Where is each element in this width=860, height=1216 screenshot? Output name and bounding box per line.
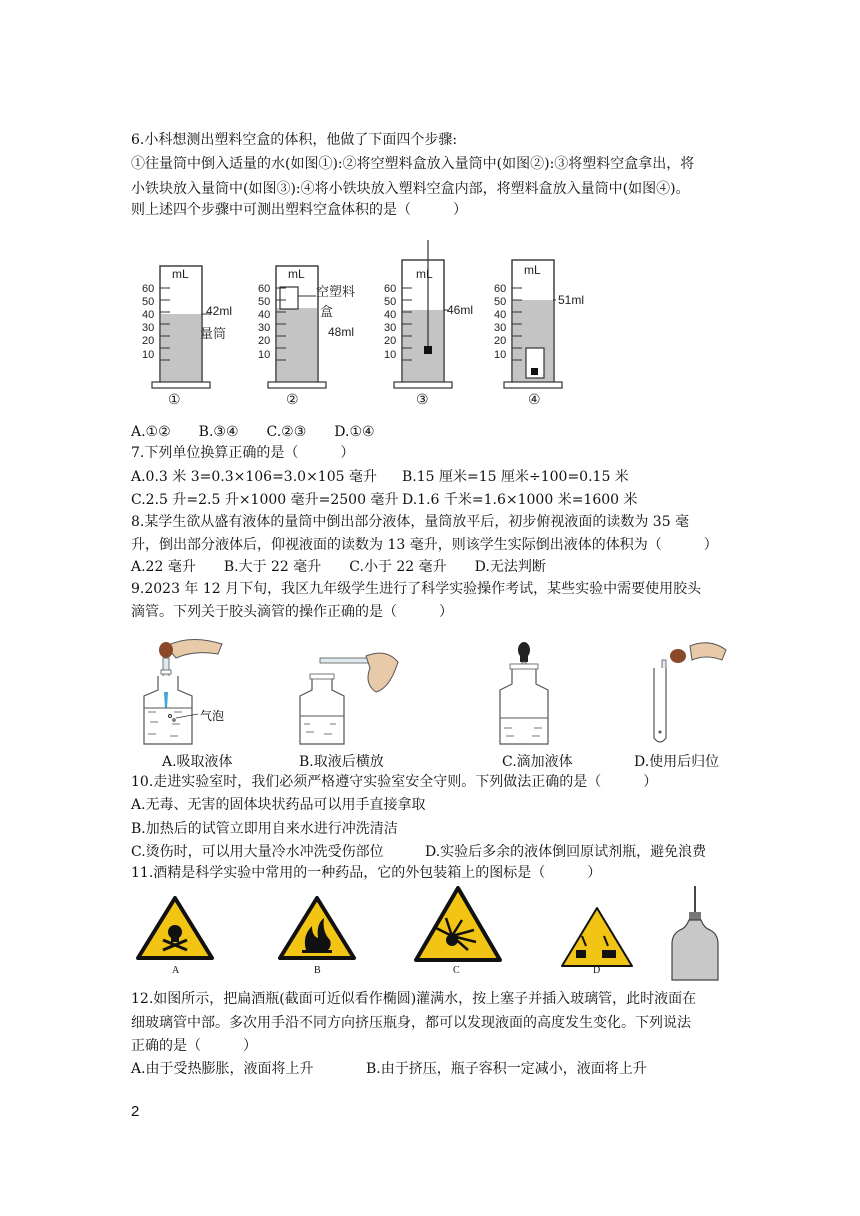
cyl4-tick-40: 40 [494,309,507,321]
corrosive-hazard-icon [562,908,632,966]
cyl2-tick-20: 20 [258,335,271,347]
cyl3-unit: mL [416,267,433,281]
explosive-hazard-icon [416,888,500,960]
cyl3-tick-50: 50 [384,296,397,308]
q12-line-2: 细玻璃管中部。多次用手沿不同方向挤压瓶身，都可以发现液面的高度发生变化。下列说法 [131,1015,691,1031]
q12-line-1: 12.如图所示，把扁酒瓶(截面可近似看作椭圆)灌满水，按上塞子并插入玻璃管，此时液面在 [131,991,697,1007]
cyl2-tick-30: 30 [258,322,271,334]
cyl1-tick-40: 40 [142,309,155,321]
cyl4-tick-20: 20 [494,335,507,347]
cyl2-reading: 48ml [328,325,355,339]
cyl4-tick-50: 50 [494,296,507,308]
cyl2-number: ② [286,391,299,407]
cyl2-tick-50: 50 [258,296,271,308]
cyl1-tick-50: 50 [142,296,155,308]
q12-option-a: A.由于受热膨胀，液面将上升 [131,1061,314,1077]
page-number: 2 [131,1103,140,1120]
cyl3-tick-60: 60 [384,283,397,295]
toxic-hazard-icon [138,898,212,958]
dropper-figure-a [144,639,224,744]
q7-option-c: C.2.5 升=2.5 升×1000 毫升=2500 毫升 [131,492,399,508]
hazard-symbols-figure [130,884,730,984]
q12-option-b: B.由于挤压，瓶子容积一定减小，液面将上升 [366,1061,647,1077]
q10-option-d: D.实验后多余的液体倒回原试剂瓶，避免浪费 [425,844,707,860]
cyl3-reading: 46ml [447,303,474,317]
cyl3-number: ③ [416,391,429,407]
hazard-label-a: A [172,965,180,976]
dropper-caption-c: C.滴加液体 [502,754,573,770]
cyl1-tick-60: 60 [142,283,155,295]
cyl1-reading: 42ml [206,304,233,318]
q8-line-1: 8.某学生欲从盛有液体的量筒中倒出部分液体，量筒放平后，初步俯视液面的读数为 35 毫 [131,514,690,530]
hazard-label-c: C [453,965,460,976]
flammable-hazard-icon [280,898,354,958]
cyl1-unit: mL [172,267,189,281]
q10-option-a: A.无毒、无害的固体块状药品可以用手直接拿取 [131,797,426,813]
bubble-label: 气泡 [200,709,225,723]
dropper-caption-d: D.使用后归位 [634,754,720,770]
q6-options: A.①② B.③④ C.②③ D.①④ [131,424,375,440]
q6-line-4: 则上述四个步骤中可测出塑料空盒体积的是（ ） [131,202,467,218]
cyl3-tick-20: 20 [384,335,397,347]
q11-stem: 11.酒精是科学实验中常用的一种药品，它的外包装箱上的图标是（ ） [131,865,602,881]
dropper-figure-c [500,642,548,744]
q8-options: A.22 毫升 B.大于 22 毫升 C.小于 22 毫升 D.无法判断 [131,559,546,575]
hazard-label-b: B [314,965,321,976]
q7-option-d: D.1.6 千米=1.6×1000 米=1600 米 [402,492,638,508]
q7-option-a: A.0.3 米 3=0.3×106=3.0×105 毫升 [131,469,377,485]
q6-line-2: ①往量筒中倒入适量的水(如图①):②将空塑料盒放入量筒中(如图②):③将塑料空盒拿出，将 [131,156,695,172]
q9-line-2: 滴管。下列关于胶头滴管的操作正确的是（ ） [131,604,453,620]
cyl3-tick-40: 40 [384,309,397,321]
cyl1-tick-10: 10 [142,349,155,361]
cyl1-tick-30: 30 [142,322,155,334]
cyl4-tick-30: 30 [494,322,507,334]
dropper-caption-a: A.吸取液体 [162,754,233,770]
dropper-caption-b: B.取液后横放 [299,754,384,770]
q7-stem: 7.下列单位换算正确的是（ ） [131,445,355,461]
cyl2-tick-60: 60 [258,283,271,295]
q10-option-c: C.烫伤时，可以用大量冷水冲洗受伤部位 [131,844,384,860]
q10-option-b: B.加热后的试管立即用自来水进行冲洗清洁 [131,821,398,837]
cyl2-tick-40: 40 [258,309,271,321]
graduated-cylinders-figure [130,238,600,410]
q12-line-3: 正确的是（ ） [131,1038,257,1054]
q9-line-1: 9.2023 年 12 月下旬，我区九年级学生进行了科学实验操作考试，某些实验中需要使用胶头 [131,581,702,597]
q7-option-b: B.15 厘米=15 厘米÷100=0.15 米 [402,469,629,485]
cyl1-label: 量筒 [200,326,227,341]
cyl2-label-b: 盒 [320,304,334,319]
flat-bottle-with-tube [672,886,718,980]
cyl4-reading: 51ml [558,293,585,307]
cyl2-unit: mL [288,267,305,281]
cyl4-tick-60: 60 [494,283,507,295]
q10-stem: 10.走进实验室时，我们必须严格遵守实验室安全守则。下列做法正确的是（ ） [131,774,658,790]
q6-line-1: 6.小科想测出塑料空盒的体积，他做了下面四个步骤: [131,132,458,148]
cyl2-label-a: 空塑料 [316,284,356,299]
cyl3-tick-30: 30 [384,322,397,334]
cyl4-number: ④ [528,391,541,407]
hazard-label-d: D [593,965,601,976]
cyl2-tick-10: 10 [258,349,271,361]
cyl4-unit: mL [524,263,541,277]
cyl1-number: ① [168,391,181,407]
q6-line-3: 小铁块放入量筒中(如图③):④将小铁块放入塑料空盒内部，将塑料盒放入量筒中(如图④)。 [131,181,690,197]
cyl1-tick-20: 20 [142,335,155,347]
cyl3-tick-10: 10 [384,349,397,361]
cyl4-tick-10: 10 [494,349,507,361]
dropper-operations-figure [130,628,740,748]
dropper-figure-b [300,653,398,744]
q8-line-2: 升，倒出部分液体后，仰视液面的读数为 13 毫升，则该学生实际倒出液体的体积为（ ） [131,537,718,553]
dropper-figure-d [654,643,726,742]
